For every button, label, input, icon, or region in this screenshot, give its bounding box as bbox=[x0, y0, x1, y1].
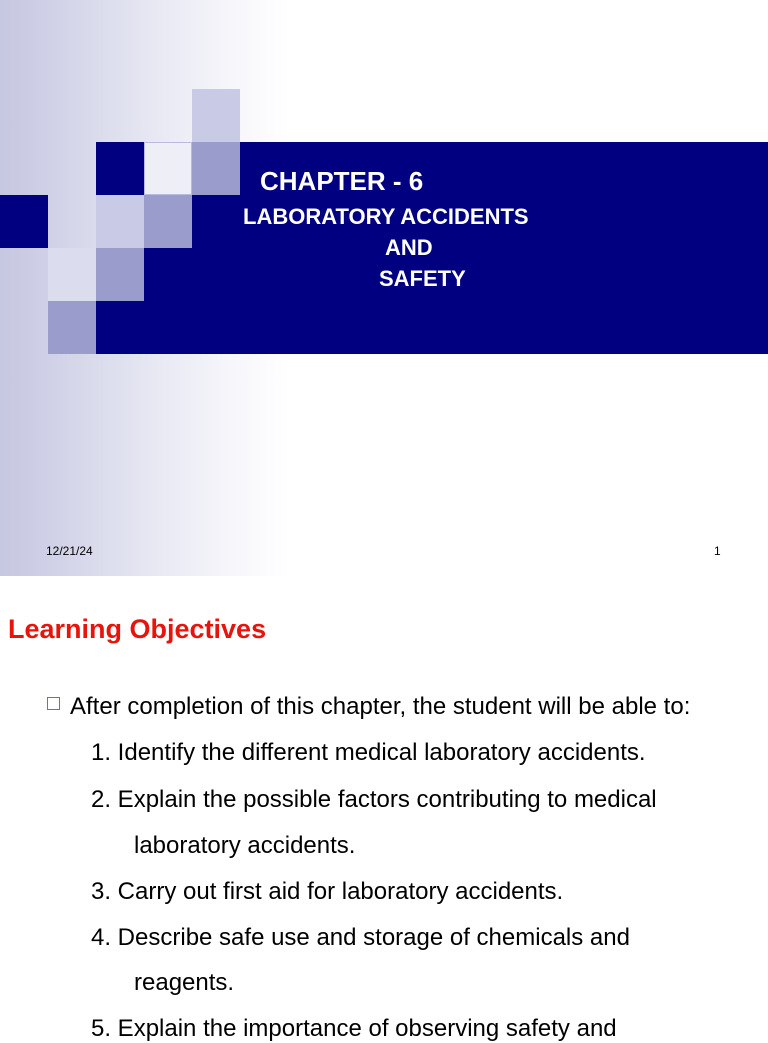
decor-square bbox=[144, 195, 192, 248]
square-bullet-icon bbox=[47, 697, 60, 710]
decor-square bbox=[144, 142, 192, 195]
objective-item-continuation: laboratory accidents. bbox=[134, 832, 356, 859]
chapter-label: CHAPTER - 6 bbox=[260, 166, 424, 196]
objectives-intro: After completion of this chapter, the student will be able to: bbox=[70, 693, 691, 720]
objectives-slide bbox=[0, 576, 768, 1042]
objectives-heading: Learning Objectives bbox=[8, 614, 267, 644]
slide-date: 12/21/24 bbox=[46, 544, 93, 558]
title-band-left-segment bbox=[0, 195, 48, 248]
objective-item-continuation: reagents. bbox=[134, 969, 235, 996]
decor-square bbox=[96, 195, 144, 248]
title-line-1: LABORATORY ACCIDENTS bbox=[243, 204, 529, 229]
title-line-3: SAFETY bbox=[379, 266, 466, 291]
decor-square bbox=[96, 248, 144, 301]
objective-item: 4. Describe safe use and storage of chemicals and bbox=[91, 924, 630, 951]
objective-item: 2. Explain the possible factors contributing to medical bbox=[91, 786, 657, 813]
slide-number: 1 bbox=[714, 544, 721, 558]
decor-square bbox=[192, 142, 240, 195]
objective-item: 5. Explain the importance of observing safety and bbox=[91, 1015, 617, 1042]
title-line-2: AND bbox=[385, 235, 433, 260]
decor-square bbox=[48, 301, 96, 354]
decor-square bbox=[48, 248, 96, 301]
objective-item: 1. Identify the different medical laboratory accidents. bbox=[91, 739, 646, 766]
objective-item: 3. Carry out first aid for laboratory accidents. bbox=[91, 878, 564, 905]
decor-square bbox=[192, 89, 240, 142]
